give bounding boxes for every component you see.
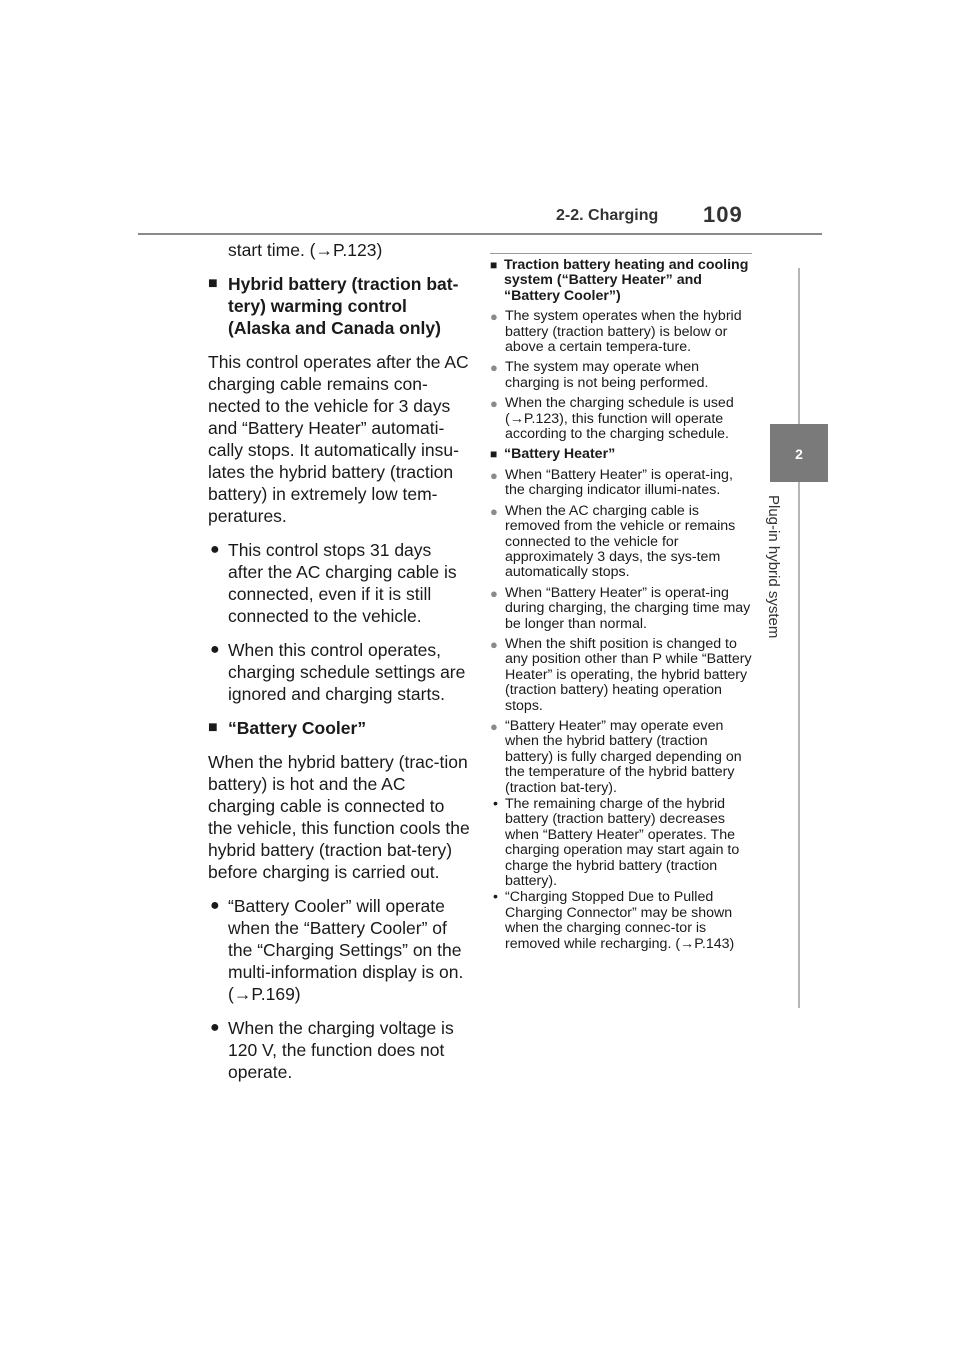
chapter-tab bbox=[770, 424, 828, 482]
note-divider bbox=[490, 253, 752, 254]
square-bullet-icon: ■ bbox=[208, 275, 218, 292]
note-item-text: When the charging schedule is used (→P.123), this function will operate according to the charging schedule. bbox=[505, 395, 734, 443]
note-heading-battery-heater bbox=[490, 447, 752, 462]
bullet-icon: ● bbox=[490, 503, 498, 519]
bullet-icon: ● bbox=[490, 636, 498, 652]
heading-battery-cooler bbox=[208, 717, 470, 739]
note-item bbox=[490, 637, 752, 714]
paragraph: When the hybrid battery (trac-tion battery) is hot and the AC charging cable is connected to the vehicle, this function cools the hybrid battery (traction bat-tery) before charging is carried out. bbox=[208, 752, 470, 882]
right-column bbox=[490, 253, 752, 952]
list-item bbox=[208, 1017, 470, 1083]
bullet-icon: ● bbox=[490, 360, 498, 376]
heading-text: “Battery Cooler” bbox=[228, 718, 367, 738]
note-item bbox=[490, 586, 752, 632]
note-subitem bbox=[490, 890, 752, 952]
header-divider bbox=[138, 233, 822, 235]
bullet-icon: ● bbox=[490, 585, 498, 601]
section-title: 2-2. Charging bbox=[556, 207, 659, 224]
note-heading-heating-cooling bbox=[490, 258, 752, 304]
bullet-icon: ● bbox=[490, 396, 498, 412]
page-number: 109 bbox=[703, 202, 743, 227]
heading-text: Traction battery heating and cooling system (“Battery Heater” and “Battery Cooler”) bbox=[504, 257, 749, 304]
note-item bbox=[490, 719, 752, 796]
note-item bbox=[490, 360, 752, 391]
bullet-icon: ● bbox=[210, 541, 220, 558]
heading-warming-control bbox=[208, 273, 470, 339]
note-subitem-text: The remaining charge of the hybrid battery (traction battery) decreases when “Battery Heater” operates. The charging operation may start again to charge the hybrid battery (traction battery). bbox=[505, 796, 740, 890]
list-item bbox=[208, 639, 470, 705]
list-item bbox=[208, 895, 470, 1005]
note-item-text: The system may operate when charging is not being performed. bbox=[505, 359, 709, 391]
note-subitem-text: “Charging Stopped Due to Pulled Charging Connector” may be shown when the charging connec-tor is removed while recharging. (→P.143) bbox=[505, 889, 735, 952]
list-item-text: “Battery Cooler” will operate when the “Battery Cooler” of the “Charging Settings” on the multi-information display is on. (→P.169) bbox=[228, 896, 464, 1004]
chapter-label: Plug-in hybrid system bbox=[765, 495, 782, 639]
square-bullet-icon: ■ bbox=[490, 447, 498, 462]
note-item bbox=[490, 309, 752, 355]
left-column bbox=[208, 239, 470, 1083]
intro-continuation: start time. (→P.123) bbox=[228, 240, 383, 260]
note-item bbox=[490, 396, 752, 442]
bullet-icon: ● bbox=[490, 309, 498, 325]
heading-text: Hybrid battery (traction bat-tery) warming control (Alaska and Canada only) bbox=[228, 274, 459, 338]
note-item-text: When “Battery Heater” is operat-ing during charging, the charging time may be longer than normal. bbox=[505, 584, 751, 632]
list-item-text: When the charging voltage is 120 V, the function does not operate. bbox=[228, 1018, 454, 1082]
paragraph: This control operates after the AC charging cable remains con-nected to the vehicle for 3 days and “Battery Heater” automati-cally stops. It automatically insu-lates the hybrid battery (traction battery) in extremely low tem-peratures. bbox=[208, 352, 469, 526]
note-item-text: The system operates when the hybrid battery (traction battery) is below or above a certain tempera-ture. bbox=[505, 308, 742, 356]
dot-bullet-icon: • bbox=[493, 796, 498, 812]
bullet-icon: ● bbox=[490, 718, 498, 734]
note-item-text: When the AC charging cable is removed from the vehicle or remains connected to the vehicle for approximately 3 days, the sys-tem automatically stops. bbox=[505, 502, 736, 581]
bullet-icon: ● bbox=[210, 1019, 220, 1036]
chapter-number: 2 bbox=[795, 446, 803, 462]
bullet-icon: ● bbox=[210, 897, 220, 914]
bullet-icon: ● bbox=[210, 641, 220, 658]
dot-bullet-icon: • bbox=[493, 889, 498, 906]
list-item-text: This control stops 31 days after the AC charging cable is connected, even if it is still connected to the vehicle. bbox=[228, 540, 457, 626]
list-item bbox=[208, 539, 470, 627]
list-item-text: When this control operates, charging schedule settings are ignored and charging starts. bbox=[228, 640, 466, 704]
bullet-icon: ● bbox=[490, 467, 498, 483]
note-subitem bbox=[490, 797, 752, 889]
note-item bbox=[490, 468, 752, 499]
note-item bbox=[490, 504, 752, 581]
square-bullet-icon: ■ bbox=[490, 258, 498, 272]
note-item-text: When the shift position is changed to any position other than P while “Battery Heater” is operating, the hybrid battery (traction battery) heating operation stops. bbox=[505, 635, 752, 714]
heading-text: “Battery Heater” bbox=[504, 446, 616, 463]
note-item-text: “Battery Heater” may operate even when the hybrid battery (traction battery) is fully charged depending on the temperature of the hybrid battery (traction bat-tery). bbox=[505, 717, 742, 796]
side-divider bbox=[798, 268, 800, 1008]
square-bullet-icon: ■ bbox=[208, 719, 218, 736]
note-item-text: When “Battery Heater” is operat-ing, the charging indicator illumi-nates. bbox=[505, 466, 733, 499]
